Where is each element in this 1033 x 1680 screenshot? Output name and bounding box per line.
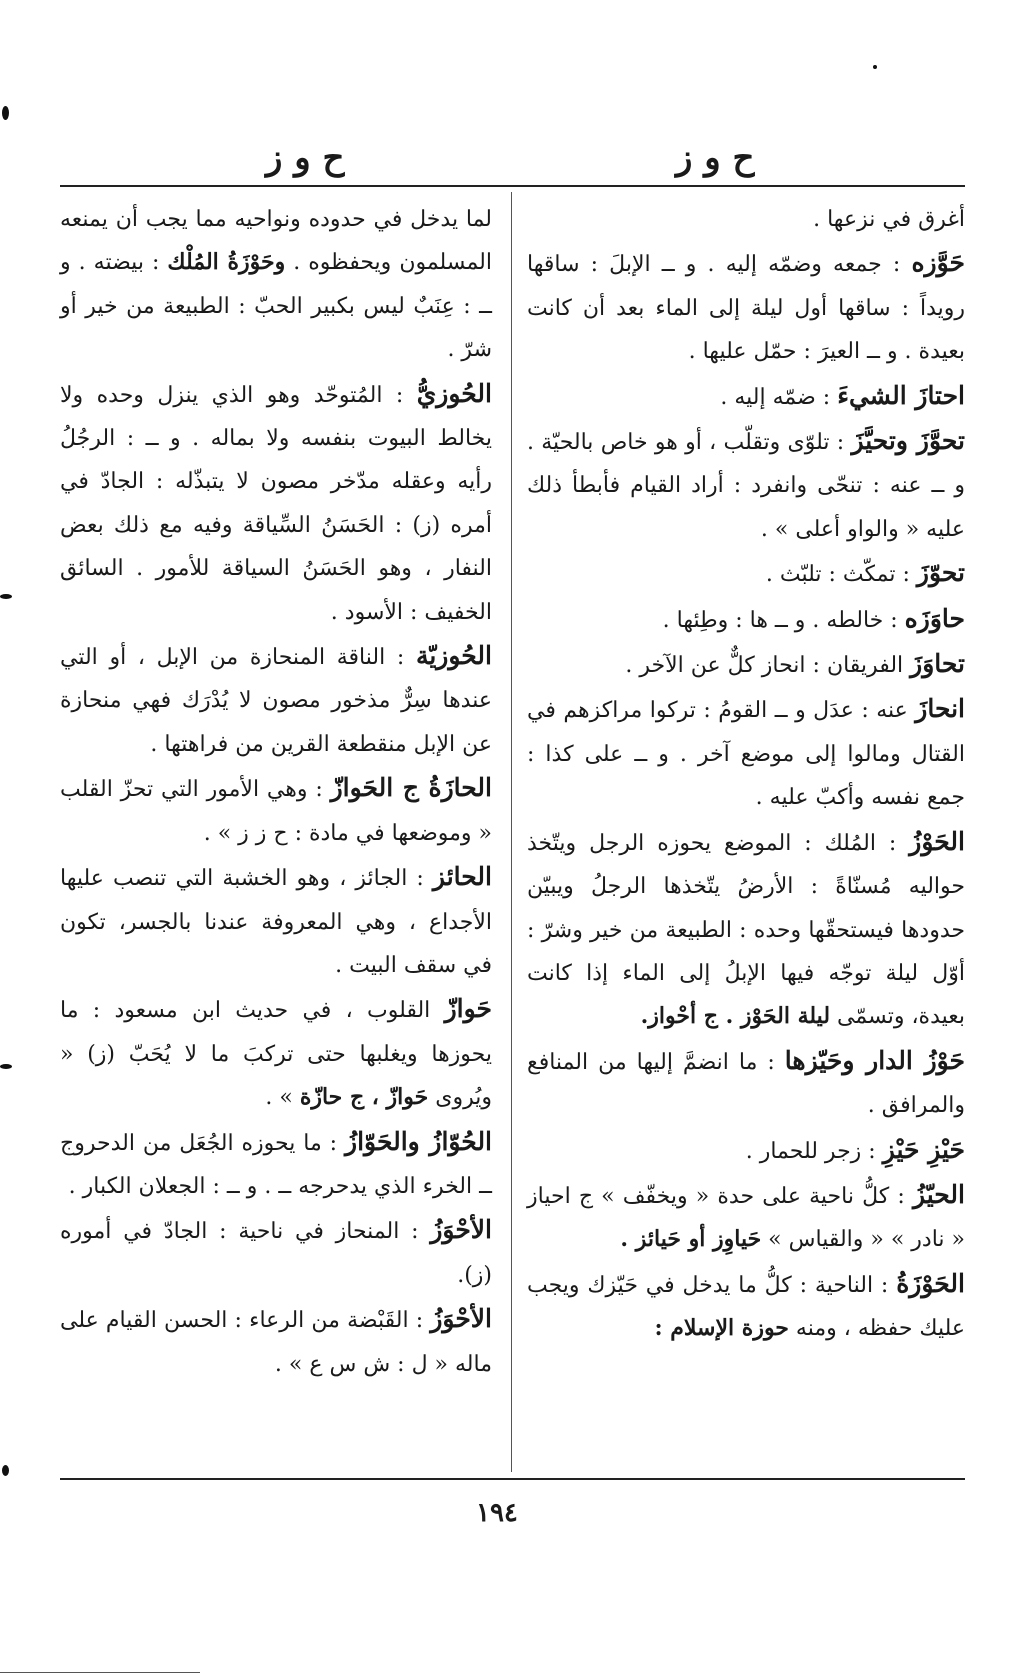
entry-definition: : وهي الأمور التي تحزّ القلب « وموضعها في مادة : ح ز ز » . bbox=[60, 777, 492, 846]
dictionary-entry bbox=[527, 1039, 965, 1128]
entry-headword: الحَوْزُ bbox=[909, 826, 965, 856]
scan-mark bbox=[2, 106, 9, 120]
dictionary-entry bbox=[60, 372, 492, 634]
entry-headword: الحازَةُ ج الحَوازّ bbox=[330, 773, 492, 803]
entry-bold-term: حَوازّ ، ج حازّة bbox=[299, 1084, 429, 1111]
dictionary-entry bbox=[527, 820, 965, 1039]
entry-definition: : المُتوحّد وهو الذي ينزل وحده ولا يخالط البيوت بنفسه ولا بماله . و ــ : الرجُلُ رأيه وعقله مدّخر مصون لا يتبذّله : الجادّ في أمره (ز) : الحَسَنُ السِّياقة وفيه مع ذلك بعض النفار ، وهو الحَسَنُ السياقة للأمور . السائق الخفيف : الأسود . bbox=[60, 382, 492, 625]
header-root-left: ح و ز bbox=[266, 138, 345, 178]
entry-definition: عنه : عدَل و ــ القومُ : تركوا مراكزهم في القتال ومالوا إلى موضع آخر . و ــ على كذا : جمع نفسه وأكبّ عليه . bbox=[527, 698, 965, 811]
entry-definition: : ضمّه إليه . bbox=[720, 384, 838, 410]
dictionary-entry bbox=[527, 374, 965, 419]
scan-mark bbox=[0, 1064, 12, 1069]
dictionary-entry bbox=[527, 1173, 965, 1262]
entry-definition: : المُلك : الموضع يحوزه الرجل ويتّخذ حواليه مُسنّاةً : الأرضُ يتّخذها الرجلُ ويبيّن حدودها فيستحقّها وحده : الطبيعة من خير وشرّ : أوّل ليلة توجّه فيها الإبلُ إلى الماء إذا كانت بعيدة، وتسمّى bbox=[527, 830, 965, 1030]
dictionary-entry bbox=[60, 1297, 492, 1386]
entry-definition: : زجر للحمار . bbox=[745, 1138, 883, 1164]
entry-headword: الحُوزيُّ bbox=[416, 378, 492, 408]
entry-definition: : ما يحوزه الجُعَل من الدحروج ــ الخرء الذي يدحرجه ــ . و ــ : الجعلان الكبار . bbox=[60, 1130, 492, 1199]
entry-definition: : خالطه . و ــ ها : وطِئها . bbox=[662, 607, 905, 633]
entry-bold-term: حوزة الإسلام : bbox=[654, 1315, 789, 1342]
dictionary-entry bbox=[60, 855, 492, 987]
dictionary-entry bbox=[527, 687, 965, 819]
entry-headword: الحيّزُ bbox=[912, 1179, 965, 1209]
scan-mark bbox=[873, 65, 877, 69]
dictionary-entry bbox=[60, 766, 492, 855]
entry-definition: : الناقة المنحازة من الإبل ، أو التي عندها سِرٌّ مذخور مصون لا يُدْرَك فهي منحازة عن الإبل منقطعة القرين من فراهتها . bbox=[60, 645, 492, 757]
entry-headword: تحاوَزَ bbox=[910, 649, 965, 679]
right-column bbox=[527, 198, 965, 1351]
dictionary-entry bbox=[60, 1120, 492, 1209]
scan-mark bbox=[0, 594, 12, 599]
dictionary-entry bbox=[60, 987, 492, 1119]
footer-rule bbox=[60, 1478, 965, 1480]
entry-definition: : القَبْضة من الرعاء : الحسن القيام على ماله « ل : ش س ع » . bbox=[60, 1308, 492, 1377]
dictionary-entry bbox=[527, 551, 965, 596]
entry-headword: تحوّزَ bbox=[916, 558, 965, 588]
entry-headword: تحوَّزَ وتحيَّزَ bbox=[851, 426, 966, 456]
dictionary-entry bbox=[527, 642, 965, 687]
entry-definition: القلوب ، في حديث ابن مسعود : ما يحوزها ويغلبها حتى تركبَ ما لا يُحَبّ (ز) « ويُروى bbox=[60, 998, 492, 1111]
header-root-right: ح و ز bbox=[676, 138, 755, 178]
entry-bold-term: ليلة الحَوْز . ج أحْواز. bbox=[640, 1003, 831, 1030]
entry-definition: : تمكّث : تلبّث . bbox=[765, 562, 917, 588]
dictionary-entry bbox=[527, 597, 965, 642]
entry-headword: حاوَزَه bbox=[904, 603, 965, 633]
entry-definition: : تلوّى وتقلّب ، أو هو خاص بالحيّة . و ــ عنه : تنحّى وانفرد : أراد القيام فأبطأ ذلك عليه « والواو أعلى » . bbox=[527, 430, 965, 542]
entry-headword: حَوازّ bbox=[444, 994, 492, 1024]
entry-bold-term: وحَوْزَةُ المُلْك bbox=[167, 249, 286, 276]
entry-definition: : كلُّ ناحية على حدة « ويخفّف » ج احياز « نادر » « والقياس » bbox=[527, 1183, 965, 1253]
entry-headword: الحائز bbox=[432, 862, 492, 892]
dictionary-entry bbox=[527, 419, 965, 551]
entry-headword: الحَوْزَةُ bbox=[896, 1268, 965, 1298]
entry-bold-term: حَياوِز أو حَيائز . bbox=[620, 1226, 762, 1253]
entry-headword: حَوَّزه bbox=[911, 248, 965, 278]
dictionary-entry bbox=[60, 198, 492, 372]
dictionary-entry bbox=[60, 1208, 492, 1297]
entry-definition-continued: » . bbox=[265, 1085, 300, 1111]
entry-headword: حَيْزِ حَيْزِ bbox=[882, 1134, 965, 1164]
entry-definition: أغرق في نزعها . bbox=[813, 207, 965, 232]
entry-definition: لما يدخل في حدوده ونواحيه مما يجب أن يمنعه المسلمون ويحفظوه . bbox=[60, 207, 492, 276]
entry-definition: : جمعه وضمّه إليه . و ــ الإبلَ : ساقها رويداً : ساقها أول ليلة إلى الماء بعد أن كانت بعيدة . و ــ العيرَ : حمّل عليها . bbox=[527, 252, 965, 365]
column-divider bbox=[511, 192, 512, 1472]
page-edge-line bbox=[0, 1672, 200, 1673]
dictionary-entry bbox=[60, 634, 492, 766]
entry-headword: الأحْوَزُ bbox=[430, 1304, 492, 1334]
left-column bbox=[60, 198, 492, 1386]
dictionary-entry bbox=[527, 198, 965, 241]
entry-definition: : المنحاز في ناحية : الجادّ في أموره (ز). bbox=[60, 1219, 492, 1288]
entry-headword: احتازَ الشيءَ bbox=[837, 380, 965, 410]
dictionary-entry bbox=[527, 1128, 965, 1173]
entry-definition: الفريقان : انحاز كلٌّ عن الآخر . bbox=[625, 653, 911, 679]
entry-definition: : الجائز ، وهو الخشبة التي تنصب عليها الأجداع ، وهي المعروفة عندنا بالجسر، تكون في سقف البيت . bbox=[60, 866, 492, 978]
entry-headword: الحُوّازُ والحَوّازُ bbox=[345, 1126, 493, 1156]
page-number: ١٩٤ bbox=[476, 1498, 518, 1528]
entry-headword: الأحْوَزُ bbox=[430, 1215, 492, 1245]
header-rule bbox=[60, 185, 965, 187]
dictionary-entry bbox=[527, 1262, 965, 1351]
entry-definition: : الناحية : كلُّ ما يدخل في حَيّزك ويجب عليك حفظه ، ومنه bbox=[527, 1272, 965, 1342]
entry-headword: حَوْزُ الدار وحَيّزها bbox=[784, 1045, 966, 1075]
dictionary-entry bbox=[527, 241, 965, 373]
entry-definition: : ما انضمَّ إليها من المنافع والمرافق . bbox=[527, 1049, 965, 1119]
scan-mark bbox=[2, 1465, 9, 1476]
entry-headword: الحُوزيّة bbox=[415, 641, 492, 671]
entry-headword: انحازَ bbox=[915, 694, 965, 724]
entry-definition-continued: : بيضته . و ــ : عِنَبٌ ليس بكبير الحبّ : الطبيعة من خير أو شرّ . bbox=[60, 250, 492, 363]
